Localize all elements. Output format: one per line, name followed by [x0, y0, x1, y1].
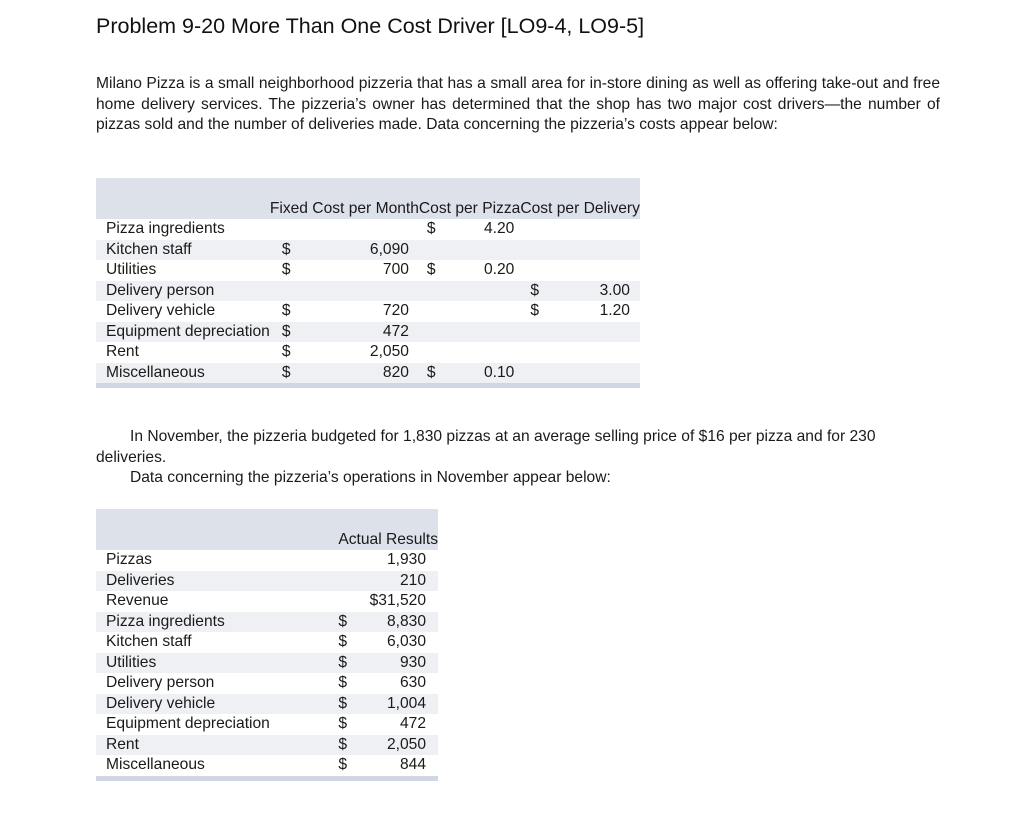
row-label: Rent	[96, 735, 338, 756]
currency-symbol: $	[281, 240, 291, 258]
table-header-row	[96, 178, 640, 219]
fixed-cost-cell-wrap	[282, 240, 409, 261]
cost-per-pizza-cell	[419, 301, 520, 322]
cost-per-delivery-cell	[520, 342, 640, 363]
table-row	[96, 612, 438, 633]
fixed-cost-cell	[270, 322, 419, 343]
currency-symbol: $	[281, 343, 291, 360]
amount: 630	[399, 674, 426, 691]
cost-per-delivery-cell	[520, 219, 640, 240]
table-row	[96, 673, 438, 694]
actual-value-cell	[338, 673, 438, 694]
actual-value-cell-wrap	[338, 694, 426, 715]
amount: 1.20	[599, 302, 630, 319]
amount: 2,050	[386, 735, 426, 753]
cost-per-delivery-cell	[520, 363, 640, 384]
table-row	[96, 240, 640, 261]
amount: 6,090	[369, 240, 409, 258]
row-label: Deliveries	[96, 571, 338, 592]
cost-per-pizza-cell	[419, 281, 520, 302]
row-label: Miscellaneous	[96, 363, 270, 384]
fixed-cost-cell-wrap	[282, 260, 409, 281]
actual-value-cell	[338, 653, 438, 674]
table-bottom-rule	[96, 776, 438, 781]
page-title: Problem 9-20 More Than One Cost Driver [LO9-4, LO9-5]	[96, 14, 645, 38]
amount: 4.20	[483, 220, 515, 237]
amount: 1,004	[386, 694, 426, 712]
table-row	[96, 653, 438, 674]
actual-value-cell	[338, 612, 438, 633]
cost-structure-table	[96, 178, 640, 388]
row-label: Pizzas	[96, 550, 338, 571]
cost-per-pizza-cell-wrap	[427, 260, 514, 281]
table-row	[96, 219, 640, 240]
header-cost-per-pizza: Cost per Pizza	[419, 178, 520, 219]
table-row	[96, 694, 438, 715]
november-data-text: Data concerning the pizzeria’s operations in November appear below:	[130, 469, 611, 486]
table-row	[96, 363, 640, 384]
amount: 3.00	[599, 281, 630, 299]
currency-symbol: $	[338, 715, 348, 732]
table-row	[96, 301, 640, 322]
cost-per-pizza-cell	[419, 322, 520, 343]
row-label: Equipment depreciation	[96, 322, 270, 343]
amount: 472	[382, 322, 409, 340]
currency-symbol: $	[338, 633, 348, 650]
row-label: Revenue	[96, 591, 338, 612]
amount: 844	[399, 756, 426, 773]
amount: 700	[382, 261, 409, 278]
fixed-cost-cell-wrap	[282, 301, 409, 322]
actual-results-table	[96, 509, 438, 781]
row-label: Pizza ingredients	[96, 612, 338, 633]
actual-value-cell: 1,930	[338, 550, 438, 571]
row-label: Kitchen staff	[96, 632, 338, 653]
currency-symbol: $	[338, 674, 348, 691]
currency-symbol: $	[338, 756, 348, 773]
row-label: Kitchen staff	[96, 240, 270, 261]
table-row	[96, 322, 640, 343]
table-row	[96, 571, 438, 592]
cost-per-pizza-cell	[419, 260, 520, 281]
currency-symbol: $	[426, 220, 436, 237]
cost-per-pizza-cell-wrap	[427, 219, 514, 240]
cost-per-pizza-cell-wrap	[427, 363, 514, 384]
table-row	[96, 735, 438, 756]
currency-symbol: $	[338, 735, 348, 753]
table-row	[96, 260, 640, 281]
actual-value-cell-wrap	[338, 632, 426, 653]
november-budget-text	[96, 427, 936, 468]
currency-symbol: $	[281, 261, 291, 278]
actual-value-cell-wrap	[338, 673, 426, 694]
amount: 0.10	[483, 363, 515, 381]
amount: 720	[382, 302, 409, 319]
row-label: Pizza ingredients	[96, 219, 270, 240]
actual-value-cell	[338, 755, 438, 776]
actual-value-cell-wrap	[338, 653, 426, 674]
currency-symbol: $	[338, 612, 348, 630]
intro-paragraph: Milano Pizza is a small neighborhood pizzeria that has a small area for in-store dining as well as offering take-out and free home delivery services. The pizzeria’s owner has determined that the shop has two major cost drivers—the number of pizzas sold and the number of deliveries made. Data concerning the pizzeria’s costs appear below:	[96, 75, 940, 133]
cost-per-pizza-cell	[419, 240, 520, 261]
currency-symbol: $	[281, 363, 291, 381]
november-paragraph	[96, 427, 936, 489]
fixed-cost-cell	[270, 342, 419, 363]
amount: 0.20	[483, 261, 515, 278]
actual-value-cell: $31,520	[338, 591, 438, 612]
row-label: Miscellaneous	[96, 755, 338, 776]
fixed-cost-cell	[270, 240, 419, 261]
amount: 820	[382, 363, 409, 381]
table-bottom-rule	[96, 383, 640, 388]
table-row	[96, 591, 438, 612]
fixed-cost-cell-wrap	[282, 322, 409, 343]
cost-per-delivery-cell	[520, 260, 640, 281]
row-label: Delivery vehicle	[96, 694, 338, 715]
currency-symbol: $	[281, 322, 291, 340]
header-blank	[96, 178, 270, 219]
cost-per-delivery-cell	[520, 240, 640, 261]
actual-value-cell: 210	[338, 571, 438, 592]
currency-symbol: $	[338, 653, 348, 671]
actual-value-cell-wrap	[338, 755, 426, 776]
cost-per-delivery-cell	[520, 301, 640, 322]
row-label: Delivery person	[96, 673, 338, 694]
cost-per-pizza-cell	[419, 363, 520, 384]
actual-value-cell	[338, 735, 438, 756]
actual-value-cell-wrap	[338, 714, 426, 735]
fixed-cost-cell	[270, 281, 419, 302]
table-row	[96, 281, 640, 302]
header-blank	[96, 509, 338, 550]
header-actual-results-text: Actual Results	[338, 530, 438, 548]
currency-symbol: $	[338, 694, 348, 712]
currency-symbol: $	[530, 302, 540, 319]
table-row	[96, 714, 438, 735]
amount: 472	[399, 715, 426, 732]
table-header-row	[96, 509, 438, 550]
fixed-cost-cell	[270, 301, 419, 322]
table-row	[96, 550, 438, 571]
november-budget-sentence: In November, the pizzeria budgeted for 1,830 pizzas at an average selling price of $16 per pizza and for 230 deliveries.	[96, 428, 876, 466]
header-cost-per-delivery: Cost per Delivery	[520, 178, 640, 219]
currency-symbol: $	[530, 281, 540, 299]
fixed-cost-cell	[270, 363, 419, 384]
amount: 6,030	[386, 633, 426, 650]
header-actual-results	[338, 509, 438, 550]
currency-symbol: $	[426, 363, 436, 381]
fixed-cost-cell	[270, 260, 419, 281]
cost-per-pizza-cell	[419, 219, 520, 240]
cost-per-delivery-cell-wrap	[530, 281, 630, 302]
currency-symbol: $	[281, 302, 291, 319]
fixed-cost-cell-wrap	[282, 342, 409, 363]
actual-value-cell-wrap	[338, 612, 426, 633]
cost-per-delivery-cell	[520, 281, 640, 302]
actual-value-cell	[338, 694, 438, 715]
fixed-cost-cell	[270, 219, 419, 240]
table-row	[96, 632, 438, 653]
actual-value-cell	[338, 632, 438, 653]
currency-symbol: $	[426, 261, 436, 278]
row-label: Delivery person	[96, 281, 270, 302]
amount: 8,830	[386, 612, 426, 630]
cost-per-pizza-cell	[419, 342, 520, 363]
cost-per-delivery-cell	[520, 322, 640, 343]
actual-value-cell	[338, 714, 438, 735]
amount: 930	[399, 653, 426, 671]
row-label: Utilities	[96, 653, 338, 674]
row-label: Rent	[96, 342, 270, 363]
row-label: Delivery vehicle	[96, 301, 270, 322]
table-row	[96, 755, 438, 776]
amount: 2,050	[369, 343, 409, 360]
fixed-cost-cell-wrap	[282, 363, 409, 384]
header-fixed-cost: Fixed Cost per Month	[270, 178, 419, 219]
cost-per-delivery-cell-wrap	[530, 301, 630, 322]
row-label: Utilities	[96, 260, 270, 281]
row-label: Equipment depreciation	[96, 714, 338, 735]
table-row	[96, 342, 640, 363]
actual-value-cell-wrap	[338, 735, 426, 756]
